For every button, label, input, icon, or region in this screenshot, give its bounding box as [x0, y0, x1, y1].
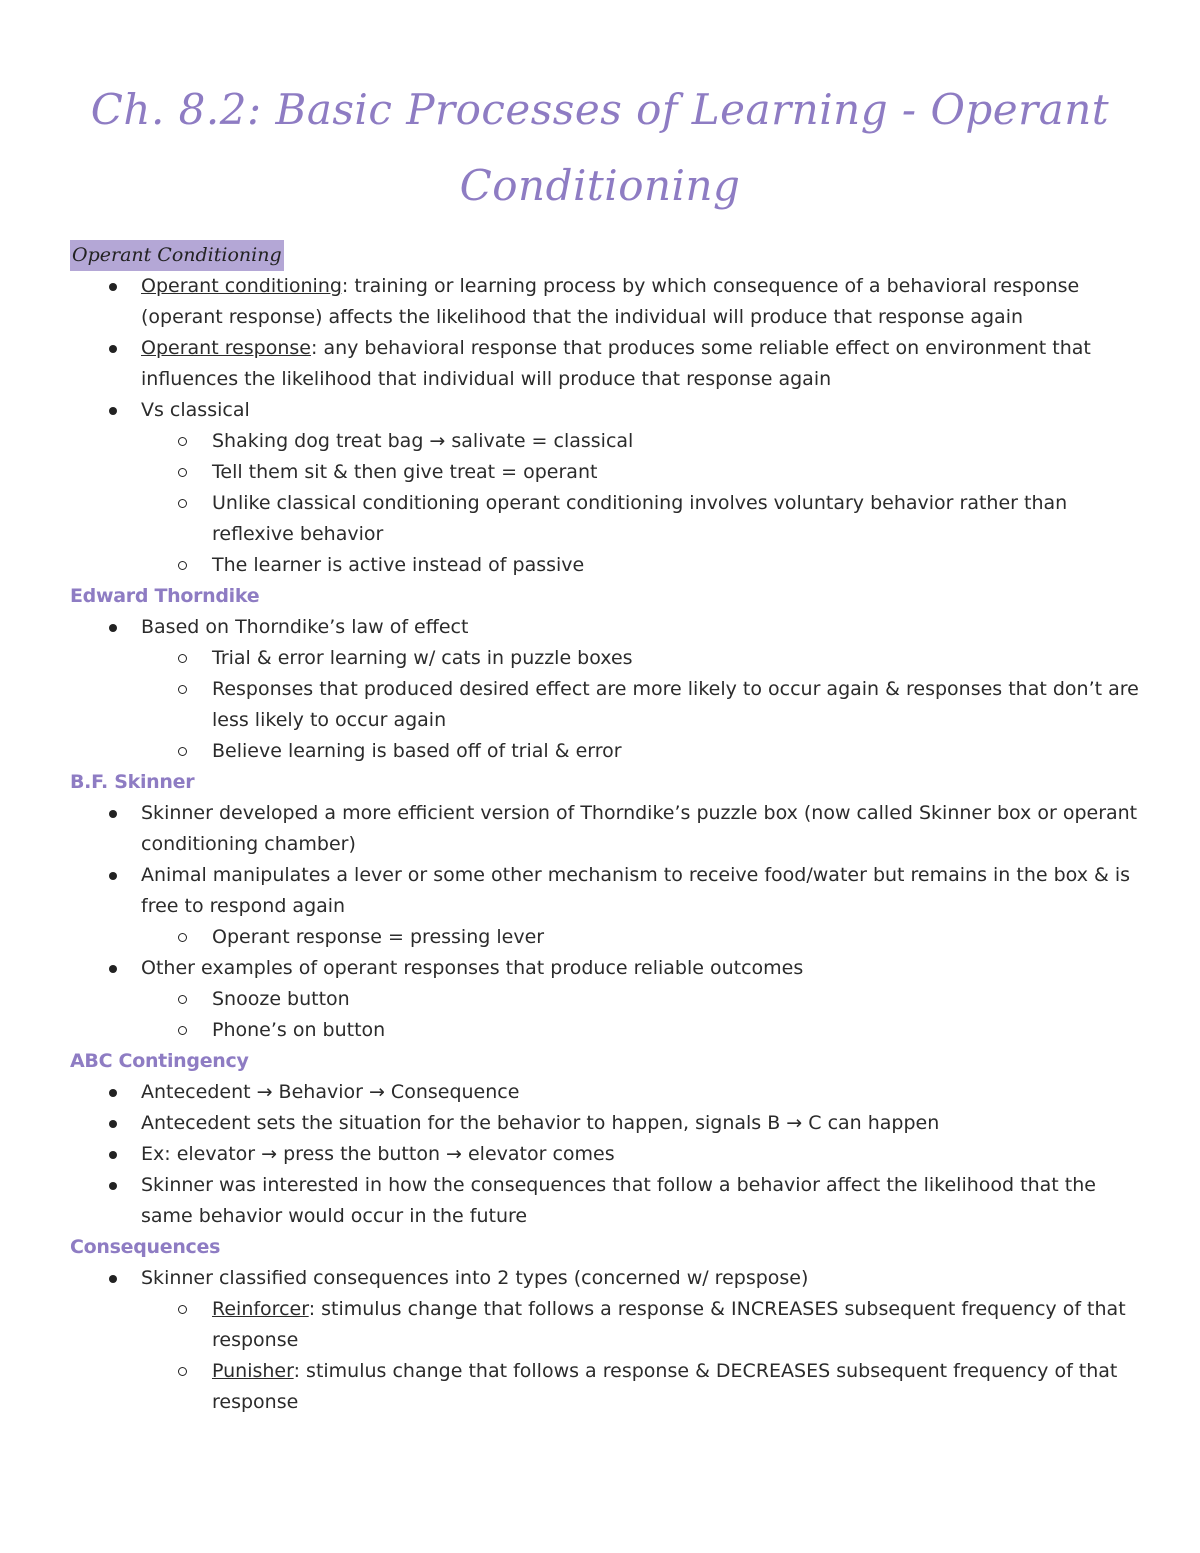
- bullet-list: [70, 271, 1150, 581]
- term: Reinforcer: [212, 1298, 309, 1320]
- bullet-list: [70, 1077, 1150, 1232]
- term: Operant response: [141, 337, 311, 359]
- sub-list-item: Trial & error learning w/ cats in puzzle boxes: [70, 643, 1150, 674]
- sub-list-item: Operant response = pressing lever: [70, 922, 1150, 953]
- list-item: Skinner developed a more efficient version of Thorndike’s puzzle box (now called Skinner box or operant conditioning chamber): [70, 798, 1150, 860]
- bullet-list: [70, 798, 1150, 1046]
- section-abc-contingency: [70, 1046, 1150, 1232]
- page-title-line-2: Conditioning: [459, 161, 741, 210]
- notes-body: [70, 240, 1150, 1418]
- list-item: Skinner classified consequences into 2 types (concerned w/ repspose): [70, 1263, 1150, 1294]
- term: Operant conditioning: [141, 275, 342, 297]
- section-operant-conditioning: [70, 240, 1150, 581]
- bullet-list: [70, 612, 1150, 767]
- sub-list-item: [70, 1294, 1150, 1356]
- section-consequences: [70, 1232, 1150, 1418]
- section-heading: Consequences: [70, 1236, 221, 1258]
- section-heading: ABC Contingency: [70, 1050, 249, 1072]
- list-item: Antecedent sets the situation for the behavior to happen, signals B → C can happen: [70, 1108, 1150, 1139]
- bullet-list: [70, 1263, 1150, 1418]
- section-heading: Operant Conditioning: [70, 240, 284, 271]
- list-item: Ex: elevator → press the button → elevator comes: [70, 1139, 1150, 1170]
- definition: : training or learning process by which consequence of a behavioral response (operant response) affects the likelihood that the individual will produce that response again: [141, 275, 1080, 328]
- sub-list-item: Shaking dog treat bag → salivate = classical: [70, 426, 1150, 457]
- list-item: Animal manipulates a lever or some other mechanism to receive food/water but remains in the box & is free to respond again: [70, 860, 1150, 922]
- sub-list-item: Phone’s on button: [70, 1015, 1150, 1046]
- list-item: [70, 271, 1150, 333]
- section-heading: B.F. Skinner: [70, 771, 195, 793]
- definition: : stimulus change that follows a response & INCREASES subsequent frequency of that response: [212, 1298, 1126, 1351]
- sub-list-item: Unlike classical conditioning operant conditioning involves voluntary behavior rather than reflexive behavior: [70, 488, 1150, 550]
- sub-list-item: [70, 1356, 1150, 1418]
- section-heading: Edward Thorndike: [70, 585, 260, 607]
- page-title-line-1: Ch. 8.2: Basic Processes of Learning - Operant: [90, 85, 1110, 134]
- definition: : stimulus change that follows a response & DECREASES subsequent frequency of that response: [212, 1360, 1118, 1413]
- list-item: [70, 333, 1150, 395]
- section-edward-thorndike: [70, 581, 1150, 767]
- list-item: Skinner was interested in how the consequences that follow a behavior affect the likelihood that the same behavior would occur in the future: [70, 1170, 1150, 1232]
- sub-list-item: Tell them sit & then give treat = operant: [70, 457, 1150, 488]
- sub-list-item: Responses that produced desired effect are more likely to occur again & responses that don’t are less likely to occur again: [70, 674, 1150, 736]
- definition: : any behavioral response that produces some reliable effect on environment that influences the likelihood that individual will produce that response again: [141, 337, 1091, 390]
- section-bf-skinner: [70, 767, 1150, 1046]
- sub-list-item: The learner is active instead of passive: [70, 550, 1150, 581]
- list-item: Based on Thorndike’s law of effect: [70, 612, 1150, 643]
- sub-list-item: Snooze button: [70, 984, 1150, 1015]
- sub-list-item: Believe learning is based off of trial & error: [70, 736, 1150, 767]
- term: Punisher: [212, 1360, 294, 1382]
- list-item: Vs classical: [70, 395, 1150, 426]
- page-title: [0, 72, 1200, 224]
- list-item: Other examples of operant responses that produce reliable outcomes: [70, 953, 1150, 984]
- list-item: Antecedent → Behavior → Consequence: [70, 1077, 1150, 1108]
